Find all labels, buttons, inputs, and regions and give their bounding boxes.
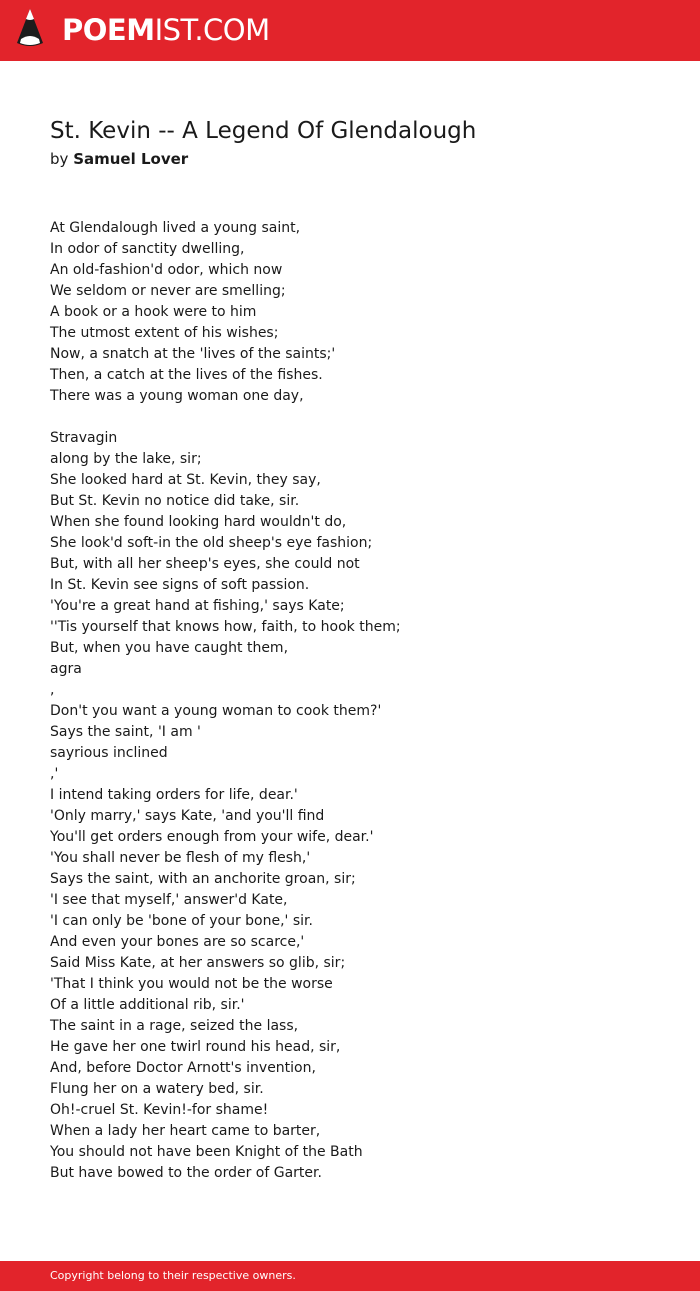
site-logo[interactable] [62,12,270,48]
poem-line: She look'd soft-in the old sheep's eye fashion; [50,535,373,551]
pencil-tip-icon[interactable] [16,9,44,51]
poem-line: 'I can only be 'bone of your bone,' sir. [50,913,313,929]
poem-line: Says the saint, with an anchorite groan, sir; [50,871,356,887]
poem-line: I intend taking orders for life, dear.' [50,787,298,803]
poem-line: We seldom or never are smelling; [50,283,286,299]
poem-line: Said Miss Kate, at her answers so glib, sir; [50,955,346,971]
poem-line: And even your bones are so scarce,' [50,934,305,950]
poem-line: The utmost extent of his wishes; [50,325,279,341]
poem-line: ''Tis yourself that knows how, faith, to hook them; [50,619,401,635]
copyright-text: Copyright belong to their respective owners. [50,1269,296,1282]
author-name: Samuel Lover [73,150,189,168]
poem-line: But, with all her sheep's eyes, she could not [50,556,360,572]
poem-line: But have bowed to the order of Garter. [50,1165,322,1181]
poem-line: Oh!-cruel St. Kevin!-for shame! [50,1102,269,1118]
poem-line: Then, a catch at the lives of the fishes. [50,367,323,383]
poem-line: 'Only marry,' says Kate, 'and you'll find [50,808,325,824]
poem-line: along by the lake, sir; [50,451,202,467]
poem-body [50,218,670,1184]
poem-line: You should not have been Knight of the Bath [50,1144,363,1160]
by-label: by [50,150,69,168]
poem-line: Flung her on a watery bed, sir. [50,1081,264,1097]
poem-line: In odor of sanctity dwelling, [50,241,245,257]
byline [50,148,188,170]
poem-line: A book or a hook were to him [50,304,257,320]
poem-line: agra [50,661,82,677]
poem-line: , [50,682,55,698]
poem-line: But, when you have caught them, [50,640,289,656]
poem-line: But St. Kevin no notice did take, sir. [50,493,300,509]
poem-line: There was a young woman one day, [50,388,304,404]
poem-line: In St. Kevin see signs of soft passion. [50,577,310,593]
logo-light-text: IST.COM [154,13,270,47]
poem-line: An old-fashion'd odor, which now [50,262,283,278]
poem-line: She looked hard at St. Kevin, they say, [50,472,321,488]
site-footer [0,1261,700,1291]
logo-bold-text: POEM [62,13,155,47]
poem-line: At Glendalough lived a young saint, [50,220,301,236]
poem-line: ,' [50,766,59,782]
poem-line: 'You shall never be flesh of my flesh,' [50,850,311,866]
poem-line: 'You're a great hand at fishing,' says Kate; [50,598,345,614]
poem-line: And, before Doctor Arnott's invention, [50,1060,316,1076]
poem-line: Stravagin [50,430,118,446]
poem-line: 'I see that myself,' answer'd Kate, [50,892,288,908]
site-header [0,0,700,61]
poem-line: The saint in a rage, seized the lass, [50,1018,299,1034]
poem-line: When she found looking hard wouldn't do, [50,514,347,530]
poem-line: He gave her one twirl round his head, sir, [50,1039,341,1055]
poem-line: sayrious inclined [50,745,168,761]
poem-title: St. Kevin -- A Legend Of Glendalough [50,118,477,144]
stanza-break [50,407,670,428]
poem-line: Of a little additional rib, sir.' [50,997,245,1013]
poem-line: Says the saint, 'I am ' [50,724,201,740]
poem-line: Don't you want a young woman to cook them?' [50,703,382,719]
poem-line: 'That I think you would not be the worse [50,976,333,992]
poem-line: Now, a snatch at the 'lives of the saints;' [50,346,336,362]
poem-line: When a lady her heart came to barter, [50,1123,321,1139]
poem-line: You'll get orders enough from your wife, dear.' [50,829,374,845]
